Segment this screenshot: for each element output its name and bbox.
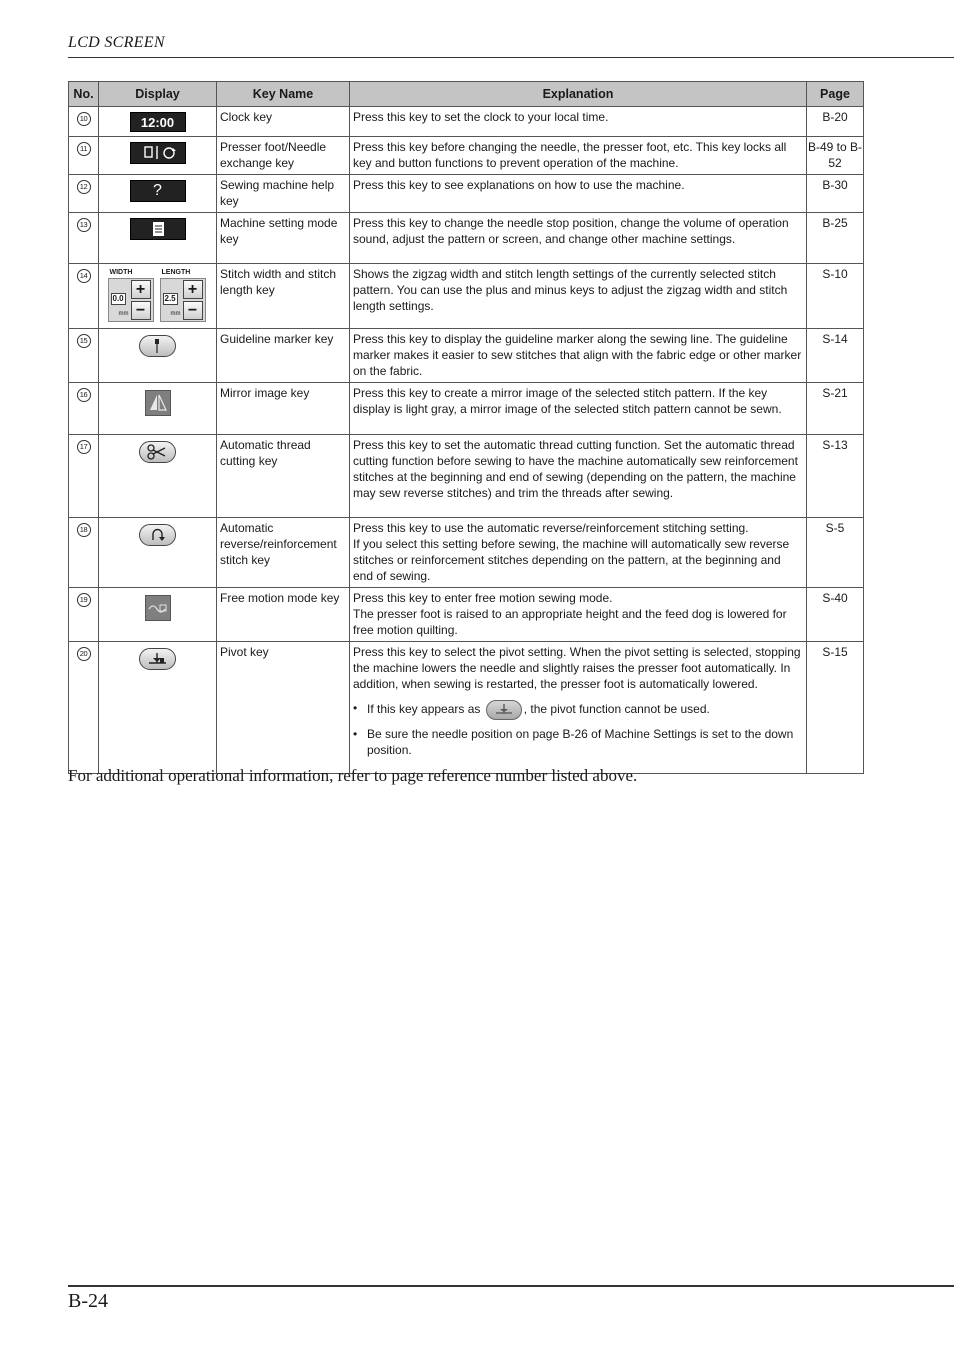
key-name: Sewing machine help key <box>217 175 350 213</box>
bullet-text: Be sure the needle position on page B-26 of Machine Settings is set to the down position. <box>367 727 794 757</box>
settings-page-icon <box>130 218 186 240</box>
bullet-text: , the pivot function cannot be used. <box>523 702 710 717</box>
key-name: Clock key <box>217 107 350 137</box>
key-name: Mirror image key <box>217 383 350 435</box>
clock-display: 12:00 <box>130 112 186 132</box>
page-ref: S-21 <box>807 383 864 435</box>
plus-icon: + <box>131 280 151 299</box>
bullet-note <box>353 700 803 720</box>
page-ref: B-20 <box>807 107 864 137</box>
row-number: 18 <box>77 523 91 537</box>
header-rule <box>68 57 954 58</box>
key-name: Free motion mode key <box>217 588 350 642</box>
key-explanation: Press this key to see explanations on how to use the machine. <box>350 175 807 213</box>
minus-icon: − <box>183 301 203 320</box>
table-row <box>69 435 864 518</box>
page-ref: B-30 <box>807 175 864 213</box>
col-display: Display <box>99 82 217 107</box>
table-row <box>69 175 864 213</box>
length-unit: mm <box>170 311 181 317</box>
table-row <box>69 329 864 383</box>
row-number: 16 <box>77 388 91 402</box>
key-explanation: Press this key to set the clock to your local time. <box>350 107 807 137</box>
col-explanation: Explanation <box>350 82 807 107</box>
bullet-text: If this key appears as <box>367 702 481 717</box>
row-number: 17 <box>77 440 91 454</box>
bullet-icon: • <box>353 727 358 741</box>
keys-table <box>68 81 864 774</box>
table-header-row <box>69 82 864 107</box>
width-label: WIDTH <box>109 269 133 276</box>
width-unit: mm <box>118 311 129 317</box>
key-explanation: Press this key to enter free motion sewing mode. The presser foot is raised to an appropriate height and the feed dog is lowered for free motion quilting. <box>350 588 807 642</box>
page-number: B-24 <box>68 1290 108 1312</box>
row-number: 14 <box>77 269 91 283</box>
plus-icon: + <box>183 280 203 299</box>
page-ref: S-40 <box>807 588 864 642</box>
row-number: 13 <box>77 218 91 232</box>
table-row <box>69 264 864 329</box>
key-explanation: Shows the zigzag width and stitch length settings of the currently selected stitch pattern. You can use the plus and minus keys to adjust the zigzag width and stitch length settings. <box>350 264 807 329</box>
key-explanation: Press this key to display the guideline marker along the sewing line. The guideline marker makes it easier to sew stitches that align with the fabric edge or other marker on the fabric. <box>350 329 807 383</box>
bullet-icon: • <box>353 701 358 715</box>
page-ref: S-13 <box>807 435 864 518</box>
row-number: 19 <box>77 593 91 607</box>
pivot-disabled-icon <box>486 700 522 720</box>
key-name: Guideline marker key <box>217 329 350 383</box>
key-name: Automatic reverse/reinforcement stitch key <box>217 518 350 588</box>
page-ref: B-25 <box>807 213 864 264</box>
presser-foot-needle-exchange-icon <box>130 142 186 164</box>
length-value: 2.5 <box>164 294 176 303</box>
key-explanation: Press this key to use the automatic reverse/reinforcement stitching setting. If you select this setting before sewing, the machine will automatically sew reverse stitches or reinforcement stitches depending on the pattern, at the beginning and end of sewing. <box>350 518 807 588</box>
table-row <box>69 213 864 264</box>
page-ref: B-49 to B-52 <box>807 137 864 175</box>
key-explanation: Press this key to change the needle stop position, change the volume of operation sound, adjust the pattern or screen, and change other machine settings. <box>350 213 807 264</box>
width-value: 0.0 <box>112 294 124 303</box>
guideline-marker-icon <box>139 335 176 357</box>
mirror-image-icon <box>145 390 171 416</box>
minus-icon: − <box>131 301 151 320</box>
page-ref: S-14 <box>807 329 864 383</box>
section-title: LCD SCREEN <box>68 34 165 51</box>
row-number: 15 <box>77 334 91 348</box>
key-name: Automatic thread cutting key <box>217 435 350 518</box>
key-explanation: Press this key before changing the needle, the presser foot, etc. This key locks all key and button functions to prevent operation of the machine. <box>350 137 807 175</box>
col-no: No. <box>69 82 99 107</box>
page-ref: S-15 <box>807 642 864 774</box>
table-row <box>69 588 864 642</box>
key-explanation: Press this key to select the pivot setting. When the pivot setting is selected, stopping the machine lowers the needle and slightly raises the presser foot automatically. In addition, when sewing is restarted, the presser foot is automatically lowered. <box>353 645 801 691</box>
table-row <box>69 383 864 435</box>
table-row <box>69 518 864 588</box>
key-name: Machine setting mode key <box>217 213 350 264</box>
table-row <box>69 137 864 175</box>
width-length-keys <box>100 264 216 326</box>
row-number: 10 <box>77 112 91 126</box>
row-number: 12 <box>77 180 91 194</box>
pivot-icon <box>139 648 176 670</box>
table-row <box>69 642 864 774</box>
bullet-note <box>353 726 803 758</box>
key-name: Stitch width and stitch length key <box>217 264 350 329</box>
footer-rule <box>68 1285 954 1287</box>
table-row <box>69 107 864 137</box>
page-ref: S-5 <box>807 518 864 588</box>
col-page: Page <box>807 82 864 107</box>
key-name: Presser foot/Needle exchange key <box>217 137 350 175</box>
col-key-name: Key Name <box>217 82 350 107</box>
key-explanation: Press this key to create a mirror image of the selected stitch pattern. If the key display is light gray, a mirror image of the selected stitch pattern cannot be sewn. <box>350 383 807 435</box>
key-name: Pivot key <box>217 642 350 774</box>
page-ref: S-10 <box>807 264 864 329</box>
key-explanation: Press this key to set the automatic thread cutting function. Set the automatic thread cutting function before sewing to have the machine automatically sew reinforcement stitches at the beginning and end of sewing (depending on the pattern, the machine may sew reverse stitches) and trim the threads after sewing. <box>350 435 807 518</box>
help-icon: ? <box>130 180 186 202</box>
row-number: 20 <box>77 647 91 661</box>
reference-note: For additional operational information, refer to page reference number listed above. <box>68 766 638 785</box>
free-motion-icon <box>145 595 171 621</box>
reverse-reinforcement-icon <box>139 524 176 546</box>
length-label: LENGTH <box>161 269 191 276</box>
scissors-icon <box>139 441 176 463</box>
row-number: 11 <box>77 142 91 156</box>
